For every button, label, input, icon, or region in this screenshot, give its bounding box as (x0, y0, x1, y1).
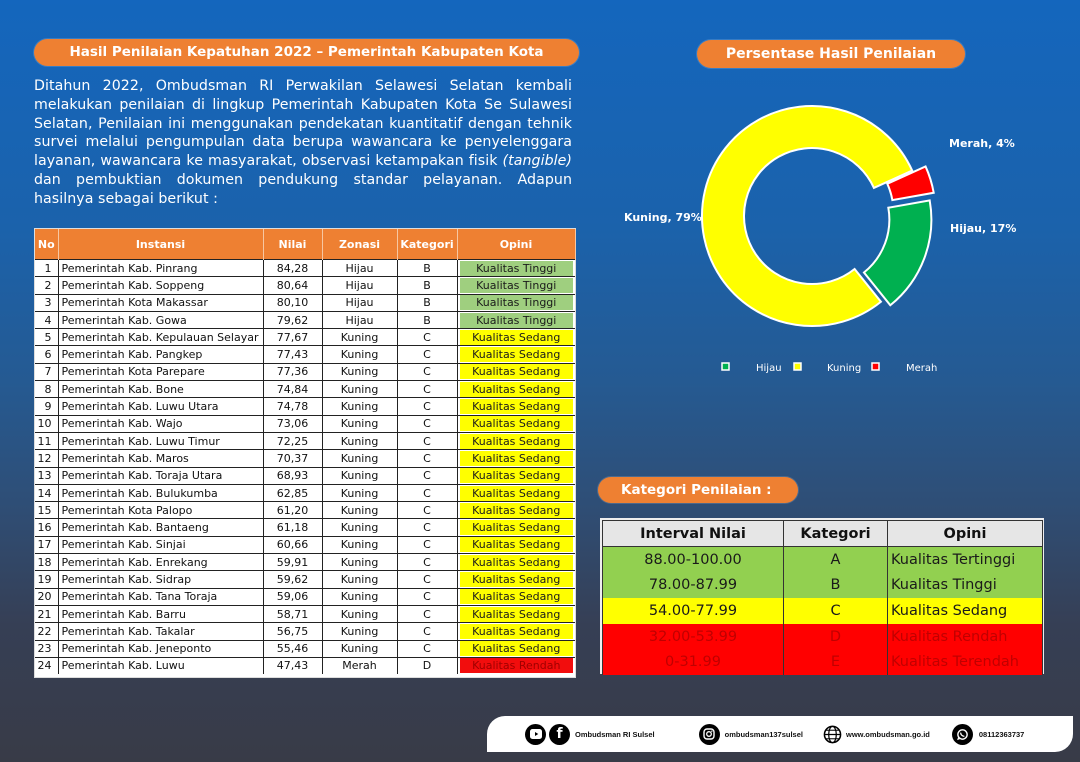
cell-instansi: Pemerintah Kab. Luwu Utara (58, 398, 263, 415)
footer-whatsapp-group (952, 724, 1024, 745)
cell-kategori: C (397, 381, 457, 398)
cell-instansi: Pemerintah Kab. Maros (58, 450, 263, 467)
legend-label-merah: Merah (906, 363, 938, 374)
opini-badge: Kualitas Sedang (460, 468, 574, 483)
cell-opini (457, 536, 575, 553)
kat-cell-kategori: A (784, 547, 888, 573)
kategori-row (603, 649, 1043, 675)
cell-no: 19 (35, 571, 58, 588)
table-row (35, 588, 575, 605)
opini-badge: Kualitas Sedang (460, 624, 574, 639)
cell-zonasi: Kuning (322, 432, 397, 449)
opini-badge: Kualitas Sedang (460, 382, 574, 397)
kat-cell-opini: Kualitas Rendah (888, 624, 1043, 650)
kategori-table-header (603, 521, 1043, 547)
table-row (35, 415, 575, 432)
cell-nilai: 47,43 (263, 657, 322, 674)
kat-cell-interval: 88.00-100.00 (603, 547, 784, 573)
cell-instansi: Pemerintah Kab. Enrekang (58, 554, 263, 571)
opini-badge: Kualitas Tinggi (460, 261, 574, 276)
cell-kategori: C (397, 398, 457, 415)
cell-zonasi: Kuning (322, 467, 397, 484)
kat-cell-interval: 54.00-77.99 (603, 598, 784, 624)
cell-kategori: C (397, 536, 457, 553)
cell-instansi: Pemerintah Kab. Tana Toraja (58, 588, 263, 605)
cell-kategori: B (397, 260, 457, 277)
cell-no: 15 (35, 502, 58, 519)
intro-text-2: dan pembuktian dokumen pendukung standar pelayanan. Adapun hasilnya sebagai berikut : (34, 171, 572, 207)
footer-facebook-label[interactable]: Ombudsman RI Sulsel (575, 729, 655, 739)
cell-zonasi: Kuning (322, 398, 397, 415)
cell-instansi: Pemerintah Kab. Sidrap (58, 571, 263, 588)
cell-opini (457, 398, 575, 415)
cell-opini (457, 484, 575, 501)
youtube-icon[interactable] (525, 724, 546, 745)
cell-zonasi: Kuning (322, 346, 397, 363)
cell-no: 17 (35, 536, 58, 553)
opini-badge: Kualitas Tinggi (460, 278, 574, 293)
cell-nilai: 56,75 (263, 623, 322, 640)
legend-label-kuning: Kuning (827, 363, 862, 374)
table-row (35, 536, 575, 553)
legend-swatch-hijau (722, 363, 729, 370)
opini-badge: Kualitas Sedang (460, 416, 574, 431)
cell-opini (457, 346, 575, 363)
cell-kategori: C (397, 363, 457, 380)
cell-nilai: 59,62 (263, 571, 322, 588)
cell-no: 10 (35, 415, 58, 432)
kat-header-opini: Opini (888, 521, 1043, 547)
kat-header-kategori: Kategori (784, 521, 888, 547)
table-row (35, 467, 575, 484)
cell-zonasi: Kuning (322, 623, 397, 640)
cell-kategori: C (397, 623, 457, 640)
cell-kategori: C (397, 519, 457, 536)
cell-zonasi: Kuning (322, 571, 397, 588)
table-row (35, 623, 575, 640)
cell-kategori: C (397, 467, 457, 484)
table-row (35, 363, 575, 380)
cell-nilai: 74,78 (263, 398, 322, 415)
cell-nilai: 77,36 (263, 363, 322, 380)
kategori-table-container (600, 518, 1044, 674)
donut-chart (600, 80, 1070, 390)
kategori-table (602, 520, 1043, 675)
cell-no: 6 (35, 346, 58, 363)
cell-nilai: 61,20 (263, 502, 322, 519)
cell-opini (457, 605, 575, 622)
cell-zonasi: Kuning (322, 536, 397, 553)
cell-instansi: Pemerintah Kab. Wajo (58, 415, 263, 432)
opini-badge: Kualitas Sedang (460, 330, 574, 345)
cell-kategori: C (397, 640, 457, 657)
cell-opini (457, 588, 575, 605)
opini-badge: Kualitas Sedang (460, 607, 574, 622)
kat-cell-kategori: D (784, 624, 888, 650)
cell-no: 20 (35, 588, 58, 605)
cell-opini (457, 640, 575, 657)
cell-no: 4 (35, 311, 58, 328)
table-row (35, 432, 575, 449)
cell-zonasi: Kuning (322, 484, 397, 501)
kat-cell-opini: Kualitas Tertinggi (888, 547, 1043, 573)
legend-label-hijau: Hijau (756, 363, 782, 374)
cell-kategori: D (397, 657, 457, 674)
cell-zonasi: Kuning (322, 381, 397, 398)
table-row (35, 260, 575, 277)
footer-instagram-label[interactable]: ombudsman137sulsel (724, 729, 803, 739)
cell-opini (457, 467, 575, 484)
cell-no: 2 (35, 277, 58, 294)
table-row (35, 571, 575, 588)
cell-opini (457, 554, 575, 571)
cell-nilai: 84,28 (263, 260, 322, 277)
cell-opini (457, 277, 575, 294)
cell-no: 23 (35, 640, 58, 657)
cell-opini (457, 657, 575, 674)
cell-zonasi: Kuning (322, 588, 397, 605)
cell-instansi: Pemerintah Kab. Soppeng (58, 277, 263, 294)
cell-nilai: 58,71 (263, 605, 322, 622)
opini-badge: Kualitas Sedang (460, 503, 574, 518)
kat-header-interval: Interval Nilai (603, 521, 784, 547)
footer-web-label[interactable]: www.ombudsman.go.id (845, 729, 930, 739)
cell-kategori: C (397, 432, 457, 449)
footer-social-bar (487, 716, 1073, 752)
cell-kategori: C (397, 554, 457, 571)
results-table (35, 229, 576, 674)
cell-kategori: C (397, 346, 457, 363)
opini-badge: Kualitas Sedang (460, 555, 574, 570)
cell-kategori: C (397, 605, 457, 622)
cell-instansi: Pemerintah Kab. Takalar (58, 623, 263, 640)
opini-badge: Kualitas Sedang (460, 451, 574, 466)
table-row (35, 450, 575, 467)
cell-opini (457, 623, 575, 640)
cell-opini (457, 415, 575, 432)
cell-no: 7 (35, 363, 58, 380)
cell-nilai: 70,37 (263, 450, 322, 467)
cell-opini (457, 294, 575, 311)
kat-cell-kategori: B (784, 573, 888, 599)
cell-nilai: 80,64 (263, 277, 322, 294)
table-row (35, 640, 575, 657)
cell-zonasi: Hijau (322, 311, 397, 328)
cell-no: 22 (35, 623, 58, 640)
cell-nilai: 68,93 (263, 467, 322, 484)
cell-instansi: Pemerintah Kab. Pinrang (58, 260, 263, 277)
donut-slice-hijau (864, 200, 931, 305)
kategori-row (603, 547, 1043, 573)
footer-instagram-group (699, 724, 803, 745)
opini-badge: Kualitas Sedang (460, 434, 574, 449)
cell-nilai: 60,66 (263, 536, 322, 553)
cell-kategori: C (397, 329, 457, 346)
cell-no: 1 (35, 260, 58, 277)
section-title-kategori (598, 477, 798, 503)
cell-opini (457, 260, 575, 277)
table-row (35, 502, 575, 519)
opini-badge: Kualitas Tinggi (460, 295, 574, 310)
cell-zonasi: Kuning (322, 519, 397, 536)
cell-nilai: 59,06 (263, 588, 322, 605)
cell-nilai: 55,46 (263, 640, 322, 657)
cell-instansi: Pemerintah Kota Makassar (58, 294, 263, 311)
cell-instansi: Pemerintah Kab. Bantaeng (58, 519, 263, 536)
cell-nilai: 73,06 (263, 415, 322, 432)
kat-cell-interval: 0-31.99 (603, 649, 784, 675)
col-header-instansi: Instansi (58, 229, 263, 260)
cell-nilai: 79,62 (263, 311, 322, 328)
kat-cell-opini: Kualitas Terendah (888, 649, 1043, 675)
table-row (35, 519, 575, 536)
cell-kategori: B (397, 294, 457, 311)
table-row (35, 311, 575, 328)
legend-swatch-merah (872, 363, 879, 370)
cell-nilai: 80,10 (263, 294, 322, 311)
cell-instansi: Pemerintah Kab. Luwu (58, 657, 263, 674)
cell-no: 18 (35, 554, 58, 571)
opini-badge: Kualitas Rendah (460, 658, 574, 673)
cell-instansi: Pemerintah Kota Palopo (58, 502, 263, 519)
cell-kategori: B (397, 311, 457, 328)
cell-nilai: 72,25 (263, 432, 322, 449)
cell-instansi: Pemerintah Kab. Toraja Utara (58, 467, 263, 484)
kategori-row (603, 598, 1043, 624)
data-label-kuning: Kuning, 79% (624, 211, 702, 224)
section-title-hasil: Hasil Penilaian Kepatuhan 2022 – Pemerintah Kabupaten Kota (34, 39, 579, 66)
cell-no: 8 (35, 381, 58, 398)
cell-no: 11 (35, 432, 58, 449)
cell-opini (457, 381, 575, 398)
footer-facebook-group (525, 724, 655, 745)
opini-badge: Kualitas Sedang (460, 486, 574, 501)
globe-icon[interactable] (823, 725, 842, 744)
opini-badge: Kualitas Sedang (460, 572, 574, 587)
table-row (35, 398, 575, 415)
table-row (35, 346, 575, 363)
cell-nilai: 59,91 (263, 554, 322, 571)
section-title-persentase: Persentase Hasil Penilaian (697, 40, 965, 68)
section-title-kategori-text: Kategori Penilaian : (621, 482, 772, 498)
col-header-zonasi: Zonasi (322, 229, 397, 260)
kat-cell-kategori: E (784, 649, 888, 675)
results-table-header (35, 229, 575, 260)
kat-cell-interval: 78.00-87.99 (603, 573, 784, 599)
cell-instansi: Pemerintah Kab. Luwu Timur (58, 432, 263, 449)
cell-opini (457, 363, 575, 380)
cell-instansi: Pemerintah Kab. Bone (58, 381, 263, 398)
cell-instansi: Pemerintah Kab. Gowa (58, 311, 263, 328)
footer-whatsapp-label[interactable]: 08112363737 (978, 729, 1025, 739)
opini-badge: Kualitas Sedang (460, 520, 574, 535)
table-row (35, 381, 575, 398)
instagram-icon[interactable] (699, 724, 720, 745)
data-label-merah: Merah, 4% (949, 137, 1015, 150)
opini-badge: Kualitas Tinggi (460, 313, 574, 328)
data-label-hijau: Hijau, 17% (950, 222, 1017, 235)
opini-badge: Kualitas Sedang (460, 537, 574, 552)
cell-zonasi: Kuning (322, 640, 397, 657)
cell-kategori: C (397, 571, 457, 588)
kat-cell-interval: 32.00-53.99 (603, 624, 784, 650)
cell-no: 16 (35, 519, 58, 536)
cell-instansi: Pemerintah Kab. Kepulauan Selayar (58, 329, 263, 346)
table-row (35, 277, 575, 294)
cell-opini (457, 450, 575, 467)
cell-no: 3 (35, 294, 58, 311)
cell-nilai: 77,67 (263, 329, 322, 346)
table-row (35, 484, 575, 501)
cell-no: 24 (35, 657, 58, 674)
table-row (35, 329, 575, 346)
kat-cell-kategori: C (784, 598, 888, 624)
kat-cell-opini: Kualitas Tinggi (888, 573, 1043, 599)
cell-opini (457, 502, 575, 519)
cell-zonasi: Kuning (322, 605, 397, 622)
cell-kategori: C (397, 588, 457, 605)
cell-opini (457, 311, 575, 328)
cell-zonasi: Kuning (322, 450, 397, 467)
col-header-kategori: Kategori (397, 229, 457, 260)
cell-instansi: Pemerintah Kab. Barru (58, 605, 263, 622)
cell-instansi: Pemerintah Kab. Jeneponto (58, 640, 263, 657)
cell-opini (457, 329, 575, 346)
table-row (35, 554, 575, 571)
table-row (35, 657, 575, 674)
whatsapp-icon[interactable] (952, 724, 973, 745)
cell-instansi: Pemerintah Kab. Sinjai (58, 536, 263, 553)
legend-swatch-kuning (794, 363, 801, 370)
col-header-no: No (35, 229, 58, 260)
cell-instansi: Pemerintah Kab. Bulukumba (58, 484, 263, 501)
cell-nilai: 61,18 (263, 519, 322, 536)
table-row (35, 294, 575, 311)
cell-nilai: 62,85 (263, 484, 322, 501)
cell-zonasi: Kuning (322, 554, 397, 571)
kategori-row (603, 573, 1043, 599)
intro-italic: (tangible) (502, 153, 572, 170)
opini-badge: Kualitas Sedang (460, 364, 574, 379)
cell-zonasi: Hijau (322, 260, 397, 277)
table-row (35, 605, 575, 622)
cell-no: 14 (35, 484, 58, 501)
footer-web-group (823, 725, 930, 744)
cell-zonasi: Merah (322, 657, 397, 674)
opini-badge: Kualitas Sedang (460, 589, 574, 604)
chart-legend (722, 363, 937, 374)
cell-kategori: B (397, 277, 457, 294)
cell-nilai: 74,84 (263, 381, 322, 398)
cell-instansi: Pemerintah Kota Parepare (58, 363, 263, 380)
cell-no: 13 (35, 467, 58, 484)
col-header-opini: Opini (457, 229, 575, 260)
cell-no: 12 (35, 450, 58, 467)
cell-nilai: 77,43 (263, 346, 322, 363)
cell-no: 5 (35, 329, 58, 346)
opini-badge: Kualitas Sedang (460, 399, 574, 414)
kategori-row (603, 624, 1043, 650)
cell-no: 21 (35, 605, 58, 622)
cell-zonasi: Kuning (322, 415, 397, 432)
cell-kategori: C (397, 502, 457, 519)
intro-text-1: Ditahun 2022, Ombudsman RI Perwakilan Selawesi Selatan kembali melakukan penilaian di lingkup Pemerintah Kabupaten Kota Se Sulawesi Selatan, Penilaian ini menggunakan pendekatan kuantitatif dengan tehnik survei melalui pengumpulan data berupa wawancara ke penyelenggara layanan, wawancara ke masyarakat, observasi ketampakan fisik (34, 78, 572, 170)
cell-opini (457, 519, 575, 536)
cell-zonasi: Kuning (322, 502, 397, 519)
opini-badge: Kualitas Sedang (460, 641, 574, 656)
cell-zonasi: Kuning (322, 363, 397, 380)
cell-zonasi: Hijau (322, 277, 397, 294)
cell-zonasi: Hijau (322, 294, 397, 311)
cell-kategori: C (397, 450, 457, 467)
opini-badge: Kualitas Sedang (460, 347, 574, 362)
kat-cell-opini: Kualitas Sedang (888, 598, 1043, 624)
col-header-nilai: Nilai (263, 229, 322, 260)
cell-no: 9 (35, 398, 58, 415)
cell-opini (457, 571, 575, 588)
cell-zonasi: Kuning (322, 329, 397, 346)
facebook-icon[interactable]: f (549, 724, 570, 745)
cell-opini (457, 432, 575, 449)
results-table-container (34, 228, 576, 678)
cell-instansi: Pemerintah Kab. Pangkep (58, 346, 263, 363)
intro-paragraph (34, 77, 572, 209)
cell-kategori: C (397, 415, 457, 432)
cell-kategori: C (397, 484, 457, 501)
